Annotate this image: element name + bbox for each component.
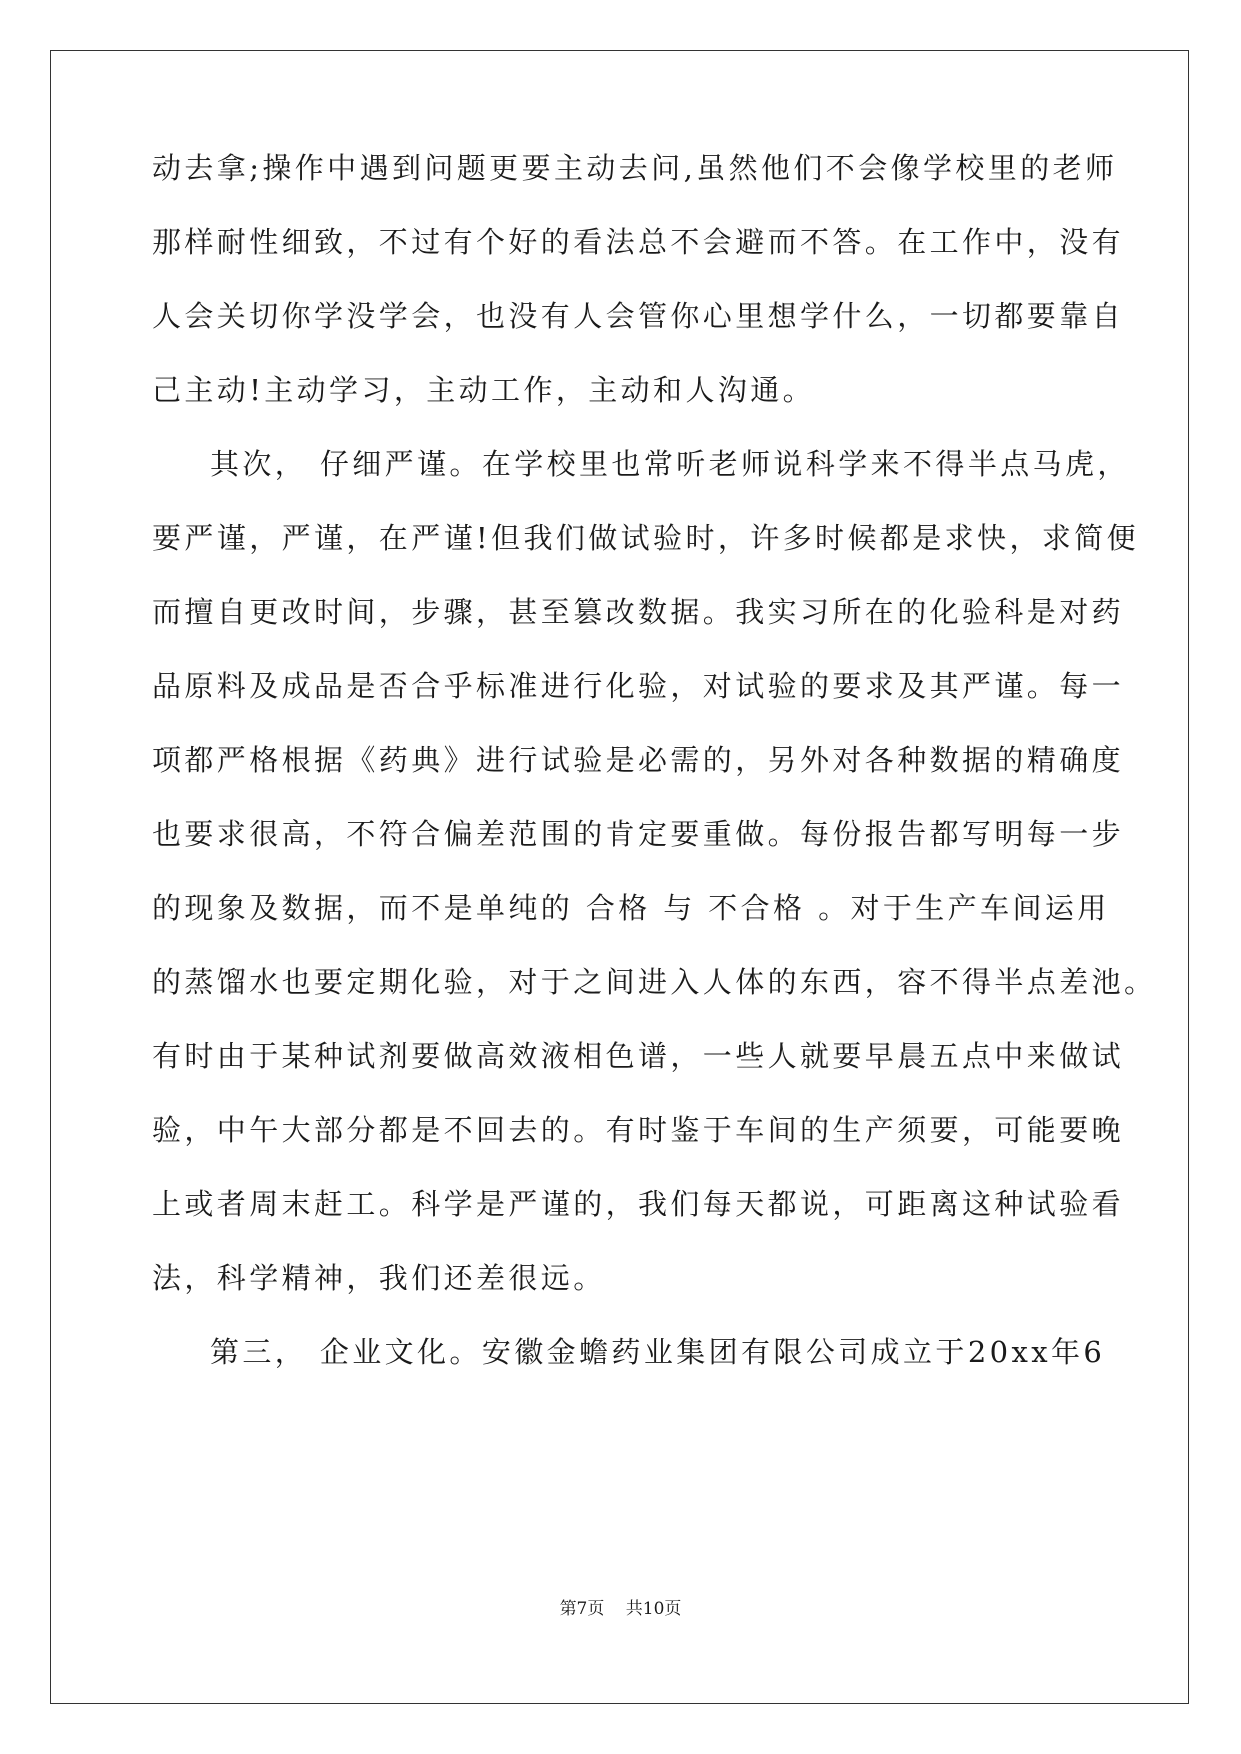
text-line: 人会关切你学没学会，也没有人会管你心里想学什么，一切都要靠自 [152,299,1125,333]
text-line: 要严谨，严谨，在严谨!但我们做试验时，许多时候都是求快，求简便 [152,521,1140,555]
text-line: 有时由于某种试剂要做高效液相色谱，一些人就要早晨五点中来做试 [152,1039,1125,1073]
text-line: 动去拿;操作中遇到问题更要主动去问,虽然他们不会像学校里的老师 [152,151,1118,185]
text-line: 的蒸馏水也要定期化验，对于之间进入人体的东西，容不得半点差池。 [152,965,1157,999]
text-line: 品原料及成品是否合乎标准进行化验，对试验的要求及其严谨。每一 [152,669,1125,703]
text-line: 项都严格根据《药典》进行试验是必需的，另外对各种数据的精确度 [152,743,1125,777]
text-line: 法，科学精神，我们还差很远。 [152,1261,606,1295]
paragraph-start-line: 其次， 仔细严谨。在学校里也常听老师说科学来不得半点马虎， [210,447,1130,481]
text-line: 那样耐性细致，不过有个好的看法总不会避而不答。在工作中，没有 [152,225,1125,259]
paragraph-start-line: 第三， 企业文化。安徽金蟾药业集团有限公司成立于20xx年6 [210,1335,1106,1369]
text-line: 验，中午大部分都是不回去的。有时鉴于车间的生产须要，可能要晚 [152,1113,1125,1147]
text-line: 也要求很高，不符合偏差范围的肯定要重做。每份报告都写明每一步 [152,817,1125,851]
text-line: 而擅自更改时间，步骤，甚至篡改数据。我实习所在的化验科是对药 [152,595,1125,629]
text-line: 上或者周末赶工。科学是严谨的，我们每天都说，可距离这种试验看 [152,1187,1125,1221]
page-footer [0,1597,1241,1621]
text-line: 己主动!主动学习，主动工作，主动和人沟通。 [152,373,816,407]
page-number-current: 第7页 [559,1599,605,1619]
page-number-total: 共10页 [625,1599,682,1619]
text-line: 的现象及数据，而不是单纯的 合格 与 不合格 。对于生产车间运用 [152,891,1110,925]
